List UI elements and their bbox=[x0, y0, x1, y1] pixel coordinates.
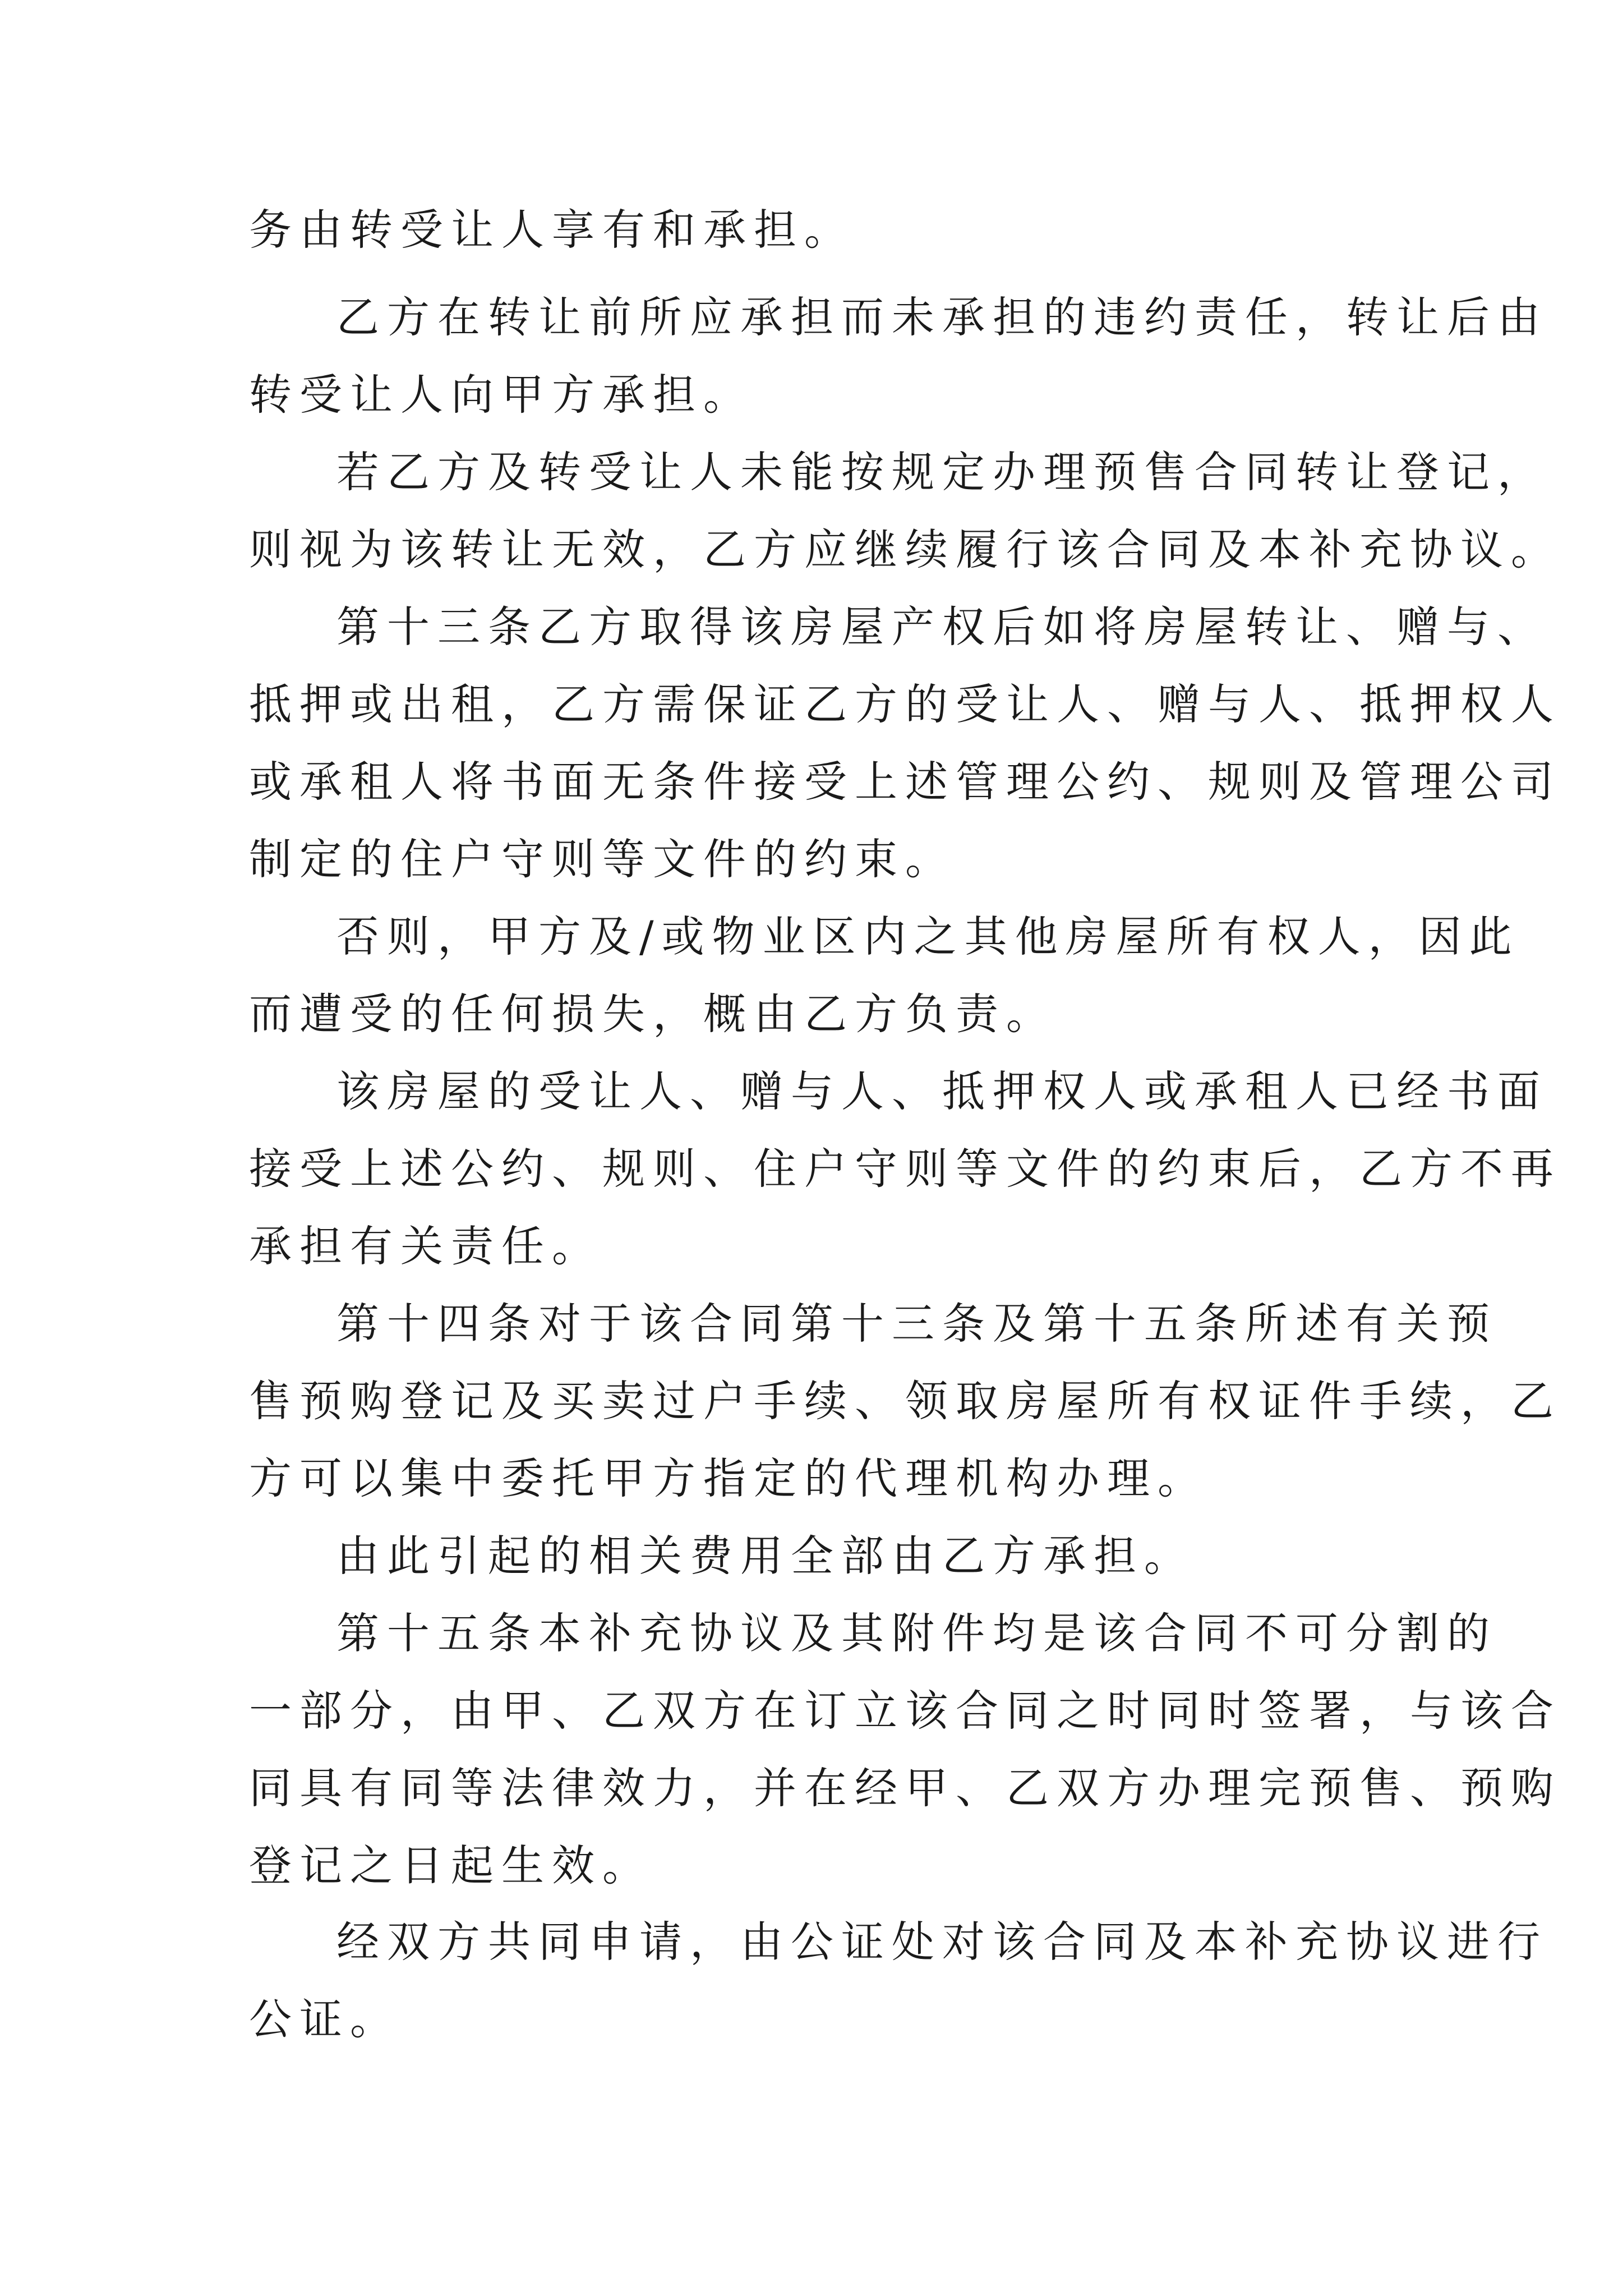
text-line: 或承租人将书面无条件接受上述管理公约、规则及管理公司 bbox=[249, 757, 1561, 807]
text-line: 则视为该转让无效，乙方应继续履行该合同及本补充协议。 bbox=[249, 524, 1561, 574]
text-line: 第十三条乙方取得该房屋产权后如将房屋转让、赠与、 bbox=[336, 602, 1548, 652]
text-line: 同具有同等法律效力，并在经甲、乙双方办理完预售、预购 bbox=[249, 1763, 1561, 1813]
text-line: 一部分，由甲、乙双方在订立该合同之时同时签署，与该合 bbox=[249, 1686, 1561, 1736]
text-line: 乙方在转让前所应承担而未承担的违约责任，转让后由 bbox=[336, 292, 1548, 342]
text-line: 否则，甲方及/或物业区内之其他房屋所有权人，因此 bbox=[336, 912, 1520, 961]
text-line: 抵押或出租，乙方需保证乙方的受让人、赠与人、抵押权人 bbox=[249, 679, 1561, 729]
text-line: 登记之日起生效。 bbox=[249, 1841, 653, 1890]
text-line: 经双方共同申请，由公证处对该合同及本补充协议进行 bbox=[336, 1917, 1548, 1967]
text-line: 售预购登记及买卖过户手续、领取房屋所有权证件手续，乙 bbox=[249, 1376, 1561, 1426]
text-line: 而遭受的任何损失，概由乙方负责。 bbox=[249, 989, 1057, 1039]
text-line: 第十五条本补充协议及其附件均是该合同不可分割的 bbox=[336, 1608, 1497, 1658]
text-line: 由此引起的相关费用全部由乙方承担。 bbox=[336, 1531, 1195, 1581]
text-line: 接受上述公约、规则、住户守则等文件的约束后，乙方不再 bbox=[249, 1144, 1561, 1194]
text-line: 务由转受让人享有和承担。 bbox=[249, 205, 855, 255]
text-line: 制定的住户守则等文件的约束。 bbox=[249, 834, 956, 884]
text-line: 转受让人向甲方承担。 bbox=[249, 370, 754, 420]
text-line: 公证。 bbox=[249, 1994, 400, 2044]
text-line: 承担有关责任。 bbox=[249, 1221, 602, 1271]
text-line: 第十四条对于该合同第十三条及第十五条所述有关预 bbox=[336, 1299, 1497, 1349]
text-line: 若乙方及转受让人未能按规定办理预售合同转让登记， bbox=[336, 447, 1548, 497]
text-line: 该房屋的受让人、赠与人、抵押权人或承租人已经书面 bbox=[336, 1066, 1548, 1116]
text-line: 方可以集中委托甲方指定的代理机构办理。 bbox=[249, 1453, 1208, 1503]
